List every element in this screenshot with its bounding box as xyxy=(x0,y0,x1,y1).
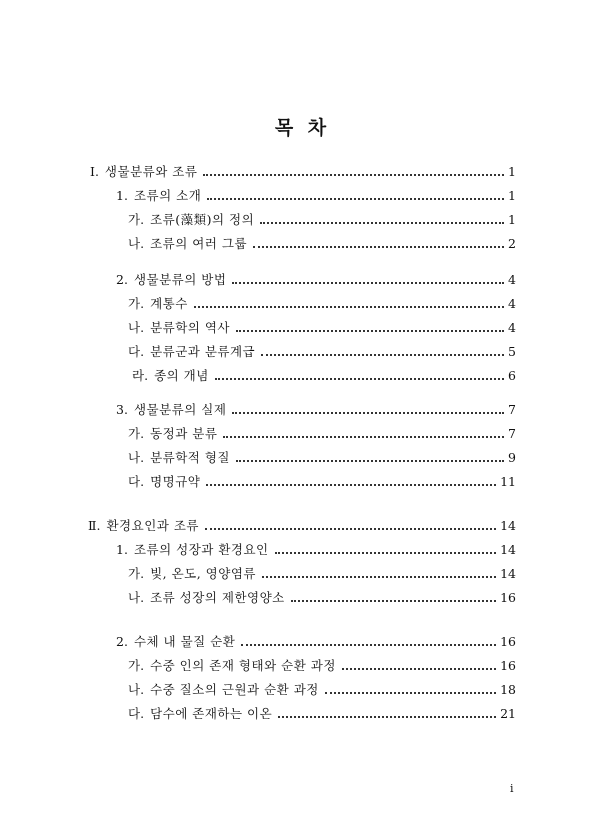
page-number: i xyxy=(510,782,514,795)
toc-entry-subsection[interactable] xyxy=(128,473,516,491)
toc-entry-page: 2 xyxy=(508,236,516,251)
dot-leader xyxy=(215,378,504,380)
toc-entry-number: 나. xyxy=(128,320,145,335)
toc-title: 목 차 xyxy=(274,117,331,139)
toc-entry-section[interactable] xyxy=(116,633,516,651)
toc-entry-label: 분류학적 형질 xyxy=(150,450,230,465)
toc-entry-label: 분류학의 역사 xyxy=(150,320,230,335)
toc-entry-label: 생물분류의 실제 xyxy=(133,402,227,417)
toc-entry-page: 7 xyxy=(508,426,516,441)
toc-entry-label: 동정과 분류 xyxy=(150,426,218,441)
toc-entry-subsection[interactable] xyxy=(128,565,516,583)
toc-entry-number: 가. xyxy=(128,658,145,673)
toc-entry-number: Ⅱ. xyxy=(88,518,101,533)
dot-leader xyxy=(236,460,504,462)
toc-entry-page: 1 xyxy=(508,164,516,179)
toc-entry-subsection[interactable] xyxy=(128,343,516,361)
toc-entry-number: 가. xyxy=(128,566,145,581)
toc-entry-label: 조류의 소개 xyxy=(133,188,202,203)
toc-entry-page: 7 xyxy=(508,402,516,417)
toc-entry-section[interactable] xyxy=(116,541,516,559)
toc-entry-number: 나. xyxy=(128,450,145,465)
toc-entry-page: 9 xyxy=(508,450,516,465)
toc-entry-chapter-2[interactable] xyxy=(88,517,516,535)
dot-leader xyxy=(232,412,504,414)
dot-leader xyxy=(261,354,504,356)
toc-entry-number: 나. xyxy=(128,590,145,605)
toc-entry-label: 빛, 온도, 영양염류 xyxy=(150,566,256,581)
toc-entry-label: 수체 내 물질 순환 xyxy=(133,634,236,649)
toc-entry-number: 다. xyxy=(128,474,145,489)
toc-entry-number: 2. xyxy=(116,272,128,287)
toc-entry-page: 14 xyxy=(500,566,516,581)
toc-entry-number: 라. xyxy=(132,368,149,383)
toc-entry-number: 1. xyxy=(116,188,128,203)
dot-leader xyxy=(232,282,504,284)
toc-entry-subsection[interactable] xyxy=(128,425,516,443)
dot-leader xyxy=(291,600,496,602)
dot-leader xyxy=(278,716,496,718)
toc-entry-subsection[interactable] xyxy=(128,319,516,337)
toc-entry-number: 가. xyxy=(128,212,145,227)
toc-entry-label: 계통수 xyxy=(150,296,188,311)
toc-entry-page: 16 xyxy=(500,590,516,605)
toc-entry-label: 수중 질소의 근원과 순환 과정 xyxy=(150,682,319,697)
toc-entry-number: 다. xyxy=(128,706,145,721)
toc-entry-page: 4 xyxy=(508,272,516,287)
toc-entry-chapter-1[interactable] xyxy=(90,163,516,181)
dot-leader xyxy=(325,692,496,694)
toc-entry-page: 4 xyxy=(508,296,516,311)
toc-entry-page: 4 xyxy=(508,320,516,335)
dot-leader xyxy=(206,484,496,486)
toc-entry-subsection[interactable] xyxy=(132,367,516,385)
toc-entry-page: 1 xyxy=(508,212,516,227)
toc-entry-page: 21 xyxy=(500,706,516,721)
dot-leader xyxy=(260,222,504,224)
toc-entry-label: 생물분류와 조류 xyxy=(104,164,198,179)
toc-entry-subsection[interactable] xyxy=(128,211,516,229)
dot-leader xyxy=(207,198,504,200)
toc-entry-subsection[interactable] xyxy=(128,235,516,253)
toc-entry-number: 가. xyxy=(128,296,145,311)
toc-entry-subsection[interactable] xyxy=(128,295,516,313)
dot-leader xyxy=(275,552,496,554)
dot-leader xyxy=(253,246,504,248)
dot-leader xyxy=(262,576,496,578)
dot-leader xyxy=(205,528,496,530)
toc-entry-label: 명명규약 xyxy=(150,474,201,489)
toc-entry-number: 3. xyxy=(116,402,128,417)
toc-entry-number: Ⅰ. xyxy=(90,164,99,179)
toc-entry-label: 종의 개념 xyxy=(154,368,209,383)
toc-entry-page: 18 xyxy=(500,682,516,697)
toc-entry-page: 5 xyxy=(508,344,516,359)
toc-entry-page: 11 xyxy=(500,474,516,489)
toc-entry-label: 수중 인의 존재 형태와 순환 과정 xyxy=(150,658,336,673)
dot-leader xyxy=(223,436,504,438)
toc-entry-section[interactable] xyxy=(116,271,516,289)
toc-entry-page: 14 xyxy=(500,518,516,533)
dot-leader xyxy=(203,174,504,176)
toc-entry-subsection[interactable] xyxy=(128,657,516,675)
toc-entry-subsection[interactable] xyxy=(128,705,516,723)
toc-entry-label: 조류의 여러 그룹 xyxy=(150,236,248,251)
toc-entry-page: 16 xyxy=(500,658,516,673)
dot-leader xyxy=(342,668,496,670)
dot-leader xyxy=(194,306,504,308)
toc-entry-label: 조류 성장의 제한영양소 xyxy=(150,590,285,605)
toc-entry-page: 6 xyxy=(508,368,516,383)
toc-entry-label: 환경요인과 조류 xyxy=(106,518,199,533)
toc-entry-number: 다. xyxy=(128,344,145,359)
toc-entry-label: 생물분류의 방법 xyxy=(133,272,227,287)
toc-entry-section[interactable] xyxy=(116,187,516,205)
toc-entry-page: 14 xyxy=(500,542,516,557)
toc-entry-section[interactable] xyxy=(116,401,516,419)
toc-entry-page: 16 xyxy=(500,634,516,649)
toc-entry-number: 가. xyxy=(128,426,145,441)
toc-entry-number: 나. xyxy=(128,682,145,697)
dot-leader xyxy=(236,330,504,332)
toc-entry-page: 1 xyxy=(508,188,516,203)
toc-entry-subsection[interactable] xyxy=(128,681,516,699)
toc-entry-subsection[interactable] xyxy=(128,589,516,607)
toc-entry-number: 나. xyxy=(128,236,145,251)
dot-leader xyxy=(241,644,496,646)
toc-entry-number: 2. xyxy=(116,634,128,649)
toc-entry-label: 분류군과 분류계급 xyxy=(150,344,256,359)
toc-entry-subsection[interactable] xyxy=(128,449,516,467)
toc-entry-number: 1. xyxy=(116,542,128,557)
toc-entry-label: 조류(藻類)의 정의 xyxy=(150,212,255,227)
toc-entry-label: 조류의 성장과 환경요인 xyxy=(133,542,269,557)
toc-entry-label: 담수에 존재하는 이온 xyxy=(150,706,273,721)
